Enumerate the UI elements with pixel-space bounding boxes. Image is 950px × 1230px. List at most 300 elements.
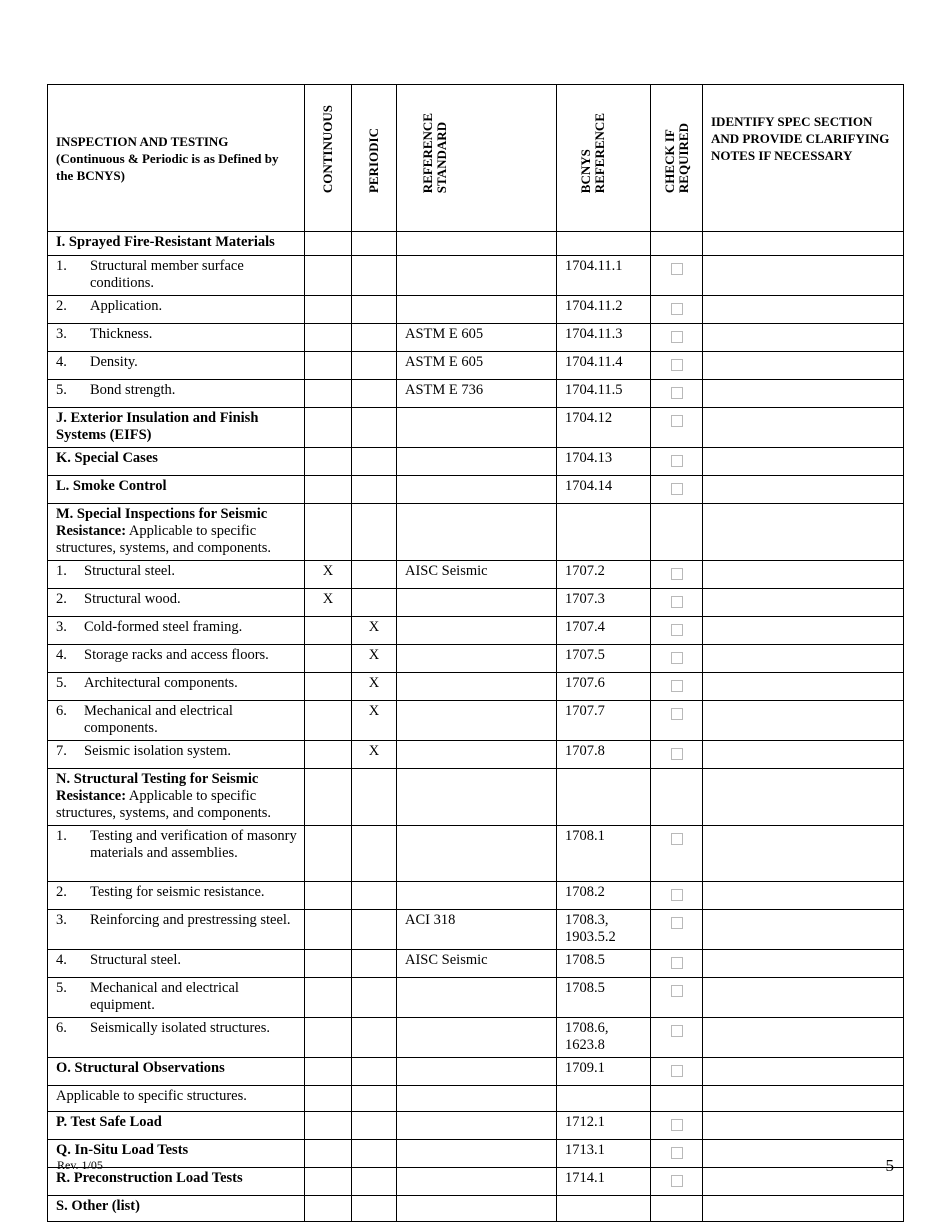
table-row: [48, 232, 904, 256]
section-title: O. Structural Observations: [56, 1060, 225, 1076]
table-row: [48, 589, 904, 617]
item-number: 3.: [56, 619, 67, 635]
reference-standard-cell: ACI 318: [397, 910, 557, 950]
table-row: [48, 380, 904, 408]
notes-cell[interactable]: [703, 673, 904, 701]
header-bcnys-reference: [557, 85, 651, 232]
periodic-cell: [352, 882, 397, 910]
item-cell: [48, 910, 305, 950]
list-item: [56, 828, 300, 862]
item-number: 2.: [56, 884, 67, 900]
list-item: [56, 703, 300, 737]
continuous-cell: [305, 380, 352, 408]
list-item: [56, 258, 300, 292]
continuous-cell: [305, 232, 352, 256]
notes-cell[interactable]: [703, 408, 904, 448]
table-row: [48, 701, 904, 741]
bcnys-reference-cell: 1707.8: [557, 741, 651, 769]
check-cell: [651, 380, 703, 408]
continuous-cell: [305, 617, 352, 645]
section-title: S. Other (list): [56, 1198, 140, 1214]
periodic-cell: [352, 504, 397, 561]
reference-standard-cell: [397, 1086, 557, 1112]
header-check-if-required-label: CHECK IF REQUIRED: [661, 122, 691, 193]
check-cell: [651, 296, 703, 324]
list-item: [56, 912, 300, 929]
periodic-cell: [352, 476, 397, 504]
notes-cell[interactable]: [703, 476, 904, 504]
bcnys-reference-cell: 1714.1: [557, 1168, 651, 1196]
required-checkbox[interactable]: [671, 917, 683, 929]
table-row: [48, 645, 904, 673]
item-cell: [48, 256, 305, 296]
item-label: Structural wood.: [84, 591, 181, 607]
periodic-cell: [352, 1086, 397, 1112]
required-checkbox[interactable]: [671, 889, 683, 901]
inspection-testing-table: [47, 84, 904, 1222]
reference-standard-cell: [397, 476, 557, 504]
item-cell: [48, 504, 305, 561]
check-cell: [651, 910, 703, 950]
continuous-cell: [305, 1058, 352, 1086]
item-label: Testing for seismic resistance.: [90, 884, 265, 900]
notes-cell[interactable]: [703, 1112, 904, 1140]
continuous-cell: [305, 476, 352, 504]
periodic-cell: [352, 1196, 397, 1222]
check-cell: [651, 476, 703, 504]
section-title: R. Preconstruction Load Tests: [56, 1170, 243, 1186]
check-cell: [651, 826, 703, 882]
bcnys-reference-cell: 1708.6, 1623.8: [557, 1018, 651, 1058]
notes-cell[interactable]: [703, 504, 904, 561]
reference-standard-cell: AISC Seismic: [397, 950, 557, 978]
item-number: 5.: [56, 382, 67, 398]
header-inspection-subtitle: (Continuous & Periodic is as Defined by the BCNYS): [56, 150, 279, 183]
item-cell: [48, 826, 305, 882]
reference-standard-cell: [397, 1018, 557, 1058]
required-checkbox[interactable]: [671, 652, 683, 664]
required-checkbox[interactable]: [671, 483, 683, 495]
item-cell: [48, 408, 305, 448]
list-item: [56, 647, 300, 664]
required-checkbox[interactable]: [671, 1065, 683, 1077]
reference-standard-cell: [397, 1058, 557, 1086]
table-row: [48, 256, 904, 296]
list-item: [56, 298, 300, 315]
notes-cell[interactable]: [703, 950, 904, 978]
item-cell: [48, 476, 305, 504]
continuous-cell: [305, 645, 352, 673]
notes-cell[interactable]: [703, 296, 904, 324]
check-cell: [651, 561, 703, 589]
required-checkbox[interactable]: [671, 748, 683, 760]
periodic-cell: X: [352, 741, 397, 769]
bcnys-reference-cell: 1704.14: [557, 476, 651, 504]
bcnys-reference-cell: [557, 769, 651, 826]
periodic-cell: [352, 1140, 397, 1168]
reference-standard-cell: [397, 256, 557, 296]
reference-standard-cell: [397, 617, 557, 645]
item-cell: [48, 352, 305, 380]
bcnys-reference-cell: 1707.4: [557, 617, 651, 645]
required-checkbox[interactable]: [671, 568, 683, 580]
list-item: [56, 1020, 300, 1037]
periodic-cell: X: [352, 645, 397, 673]
bcnys-reference-cell: 1704.11.4: [557, 352, 651, 380]
table-row: [48, 882, 904, 910]
periodic-cell: [352, 950, 397, 978]
table-row: [48, 741, 904, 769]
continuous-cell: [305, 1196, 352, 1222]
reference-standard-cell: [397, 408, 557, 448]
required-checkbox[interactable]: [671, 359, 683, 371]
item-label: Seismic isolation system.: [84, 743, 232, 759]
continuous-cell: [305, 910, 352, 950]
periodic-cell: [352, 910, 397, 950]
item-cell: [48, 950, 305, 978]
list-item: [56, 382, 300, 399]
check-cell: [651, 701, 703, 741]
item-cell: [48, 978, 305, 1018]
item-number: 5.: [56, 980, 67, 996]
required-checkbox[interactable]: [671, 331, 683, 343]
bcnys-reference-cell: [557, 1196, 651, 1222]
section-description: Applicable to specific structures, systems, and components.: [56, 788, 272, 821]
required-checkbox[interactable]: [671, 985, 683, 997]
notes-cell[interactable]: [703, 1140, 904, 1168]
section-title: K. Special Cases: [56, 450, 158, 466]
required-checkbox[interactable]: [671, 387, 683, 399]
header-periodic: [352, 85, 397, 232]
header-continuous-label: CONTINUOUS: [320, 104, 335, 193]
item-number: 6.: [56, 1020, 67, 1036]
notes-cell[interactable]: [703, 448, 904, 476]
reference-standard-cell: [397, 1140, 557, 1168]
reference-standard-cell: [397, 589, 557, 617]
required-checkbox[interactable]: [671, 415, 683, 427]
periodic-cell: [352, 256, 397, 296]
check-cell: [651, 352, 703, 380]
bcnys-reference-cell: 1704.11.5: [557, 380, 651, 408]
check-cell: [651, 232, 703, 256]
check-cell: [651, 1168, 703, 1196]
required-checkbox[interactable]: [671, 708, 683, 720]
list-item: [56, 884, 300, 901]
section-note: Applicable to specific structures.: [56, 1088, 247, 1104]
item-number: 2.: [56, 298, 67, 314]
header-check-if-required: [651, 85, 703, 232]
notes-cell[interactable]: [703, 324, 904, 352]
bcnys-reference-cell: 1704.11.1: [557, 256, 651, 296]
bcnys-reference-cell: 1708.5: [557, 978, 651, 1018]
bcnys-reference-cell: 1708.5: [557, 950, 651, 978]
item-label: Reinforcing and prestressing steel.: [90, 912, 291, 928]
continuous-cell: [305, 673, 352, 701]
table-row: [48, 1112, 904, 1140]
item-cell: [48, 645, 305, 673]
required-checkbox[interactable]: [671, 1025, 683, 1037]
reference-standard-cell: ASTM E 605: [397, 324, 557, 352]
item-label: Bond strength.: [90, 382, 176, 398]
required-checkbox[interactable]: [671, 1119, 683, 1131]
item-number: 4.: [56, 647, 67, 663]
table-row: [48, 826, 904, 882]
required-checkbox[interactable]: [671, 303, 683, 315]
continuous-cell: [305, 256, 352, 296]
check-cell: [651, 1058, 703, 1086]
continuous-cell: [305, 324, 352, 352]
periodic-cell: [352, 769, 397, 826]
continuous-cell: [305, 769, 352, 826]
check-cell: [651, 324, 703, 352]
table-row: [48, 673, 904, 701]
continuous-cell: [305, 1086, 352, 1112]
item-label: Seismically isolated structures.: [90, 1020, 271, 1036]
check-cell: [651, 1196, 703, 1222]
table-row: [48, 324, 904, 352]
reference-standard-cell: [397, 741, 557, 769]
bcnys-reference-cell: 1707.3: [557, 589, 651, 617]
continuous-cell: [305, 296, 352, 324]
notes-cell[interactable]: [703, 826, 904, 882]
header-reference-standard-label: REFERENCE STANDARD: [420, 112, 449, 193]
notes-cell[interactable]: [703, 741, 904, 769]
check-cell: [651, 448, 703, 476]
periodic-cell: X: [352, 701, 397, 741]
list-item: [56, 619, 300, 636]
continuous-cell: [305, 978, 352, 1018]
item-label: Storage racks and access floors.: [84, 647, 269, 663]
item-cell: [48, 448, 305, 476]
header-reference-standard: [397, 85, 557, 232]
item-cell: [48, 1086, 305, 1112]
periodic-cell: [352, 1112, 397, 1140]
check-cell: [651, 256, 703, 296]
item-label: Density.: [90, 354, 138, 370]
section-title: L. Smoke Control: [56, 478, 167, 494]
bcnys-reference-cell: 1707.7: [557, 701, 651, 741]
bcnys-reference-cell: 1708.2: [557, 882, 651, 910]
continuous-cell: X: [305, 589, 352, 617]
table-row: [48, 561, 904, 589]
bcnys-reference-cell: [557, 232, 651, 256]
header-identify-spec: IDENTIFY SPEC SECTION AND PROVIDE CLARIFYING NOTES IF NECESSARY: [703, 85, 904, 232]
item-cell: [48, 1018, 305, 1058]
item-cell: [48, 882, 305, 910]
check-cell: [651, 617, 703, 645]
item-cell: [48, 1112, 305, 1140]
periodic-cell: [352, 232, 397, 256]
check-cell: [651, 504, 703, 561]
table-row: [48, 910, 904, 950]
list-item: [56, 952, 300, 969]
continuous-cell: [305, 352, 352, 380]
item-cell: [48, 296, 305, 324]
check-cell: [651, 978, 703, 1018]
item-cell: [48, 589, 305, 617]
notes-cell[interactable]: [703, 1196, 904, 1222]
check-cell: [651, 645, 703, 673]
continuous-cell: [305, 504, 352, 561]
notes-cell[interactable]: [703, 978, 904, 1018]
notes-cell[interactable]: [703, 589, 904, 617]
table-row: [48, 352, 904, 380]
list-item: [56, 591, 300, 608]
section-title: M. Special Inspections for Seismic Resistance:: [56, 506, 268, 539]
check-cell: [651, 950, 703, 978]
notes-cell[interactable]: [703, 645, 904, 673]
item-cell: [48, 232, 305, 256]
bcnys-reference-cell: [557, 1086, 651, 1112]
item-number: 7.: [56, 743, 67, 759]
list-item: [56, 743, 300, 760]
item-label: Thickness.: [90, 326, 153, 342]
bcnys-reference-cell: 1707.6: [557, 673, 651, 701]
check-cell: [651, 1018, 703, 1058]
table-row: [48, 448, 904, 476]
notes-cell[interactable]: [703, 617, 904, 645]
reference-standard-cell: [397, 673, 557, 701]
check-cell: [651, 882, 703, 910]
periodic-cell: [352, 561, 397, 589]
continuous-cell: [305, 1112, 352, 1140]
item-label: Application.: [90, 298, 163, 314]
periodic-cell: X: [352, 617, 397, 645]
table-row: [48, 1086, 904, 1112]
check-cell: [651, 1112, 703, 1140]
notes-cell[interactable]: [703, 1058, 904, 1086]
header-inspection-testing: [48, 85, 305, 232]
periodic-cell: [352, 352, 397, 380]
table-row: [48, 769, 904, 826]
required-checkbox[interactable]: [671, 957, 683, 969]
item-label: Structural steel.: [90, 952, 182, 968]
item-label: Structural steel.: [84, 563, 176, 579]
periodic-cell: [352, 978, 397, 1018]
notes-cell[interactable]: [703, 352, 904, 380]
notes-cell[interactable]: [703, 1086, 904, 1112]
periodic-cell: [352, 296, 397, 324]
bcnys-reference-cell: 1709.1: [557, 1058, 651, 1086]
reference-standard-cell: [397, 1196, 557, 1222]
table-row: [48, 617, 904, 645]
notes-cell[interactable]: [703, 1018, 904, 1058]
item-label: Mechanical and electrical components.: [84, 703, 233, 736]
item-label: Architectural components.: [84, 675, 238, 691]
notes-cell[interactable]: [703, 769, 904, 826]
continuous-cell: [305, 1168, 352, 1196]
bcnys-reference-cell: 1704.13: [557, 448, 651, 476]
check-cell: [651, 1140, 703, 1168]
bcnys-reference-cell: 1704.11.2: [557, 296, 651, 324]
continuous-cell: [305, 741, 352, 769]
item-number: 4.: [56, 952, 67, 968]
reference-standard-cell: AISC Seismic: [397, 561, 557, 589]
required-checkbox[interactable]: [671, 624, 683, 636]
item-number: 3.: [56, 326, 67, 342]
periodic-cell: [352, 324, 397, 352]
item-number: 1.: [56, 258, 67, 274]
table-row: [48, 1018, 904, 1058]
reference-standard-cell: [397, 769, 557, 826]
list-item: [56, 980, 300, 1014]
notes-cell[interactable]: [703, 701, 904, 741]
bcnys-reference-cell: 1707.5: [557, 645, 651, 673]
list-item: [56, 354, 300, 371]
item-cell: [48, 673, 305, 701]
periodic-cell: [352, 408, 397, 448]
footer-revision: Rev. 1/05: [57, 1158, 103, 1172]
bcnys-reference-cell: 1704.11.3: [557, 324, 651, 352]
item-cell: [48, 617, 305, 645]
item-cell: [48, 701, 305, 741]
item-number: 4.: [56, 354, 67, 370]
periodic-cell: [352, 1168, 397, 1196]
table-row: [48, 296, 904, 324]
required-checkbox[interactable]: [671, 833, 683, 845]
item-number: 6.: [56, 703, 67, 719]
continuous-cell: [305, 701, 352, 741]
reference-standard-cell: [397, 645, 557, 673]
required-checkbox[interactable]: [671, 1147, 683, 1159]
item-number: 1.: [56, 828, 67, 844]
item-cell: [48, 561, 305, 589]
page-number: 5: [885, 1156, 894, 1175]
required-checkbox[interactable]: [671, 455, 683, 467]
notes-cell[interactable]: [703, 910, 904, 950]
continuous-cell: [305, 448, 352, 476]
reference-standard-cell: [397, 1112, 557, 1140]
item-cell: [48, 1058, 305, 1086]
notes-cell[interactable]: [703, 1168, 904, 1196]
section-description: Applicable to specific structures, systems, and components.: [56, 523, 272, 556]
table-row: [48, 1140, 904, 1168]
bcnys-reference-cell: 1708.3, 1903.5.2: [557, 910, 651, 950]
continuous-cell: [305, 950, 352, 978]
item-cell: [48, 1196, 305, 1222]
periodic-cell: [352, 589, 397, 617]
table-row: [48, 476, 904, 504]
header-continuous: [305, 85, 352, 232]
reference-standard-cell: ASTM E 736: [397, 380, 557, 408]
notes-cell[interactable]: [703, 561, 904, 589]
section-title: Q. In-Situ Load Tests: [56, 1142, 189, 1158]
header-periodic-label: PERIODIC: [366, 127, 381, 193]
required-checkbox[interactable]: [671, 680, 683, 692]
continuous-cell: X: [305, 561, 352, 589]
list-item: [56, 563, 300, 580]
bcnys-reference-cell: 1712.1: [557, 1112, 651, 1140]
notes-cell[interactable]: [703, 882, 904, 910]
table-row: [48, 1196, 904, 1222]
check-cell: [651, 673, 703, 701]
bcnys-reference-cell: 1704.12: [557, 408, 651, 448]
required-checkbox[interactable]: [671, 263, 683, 275]
item-cell: [48, 380, 305, 408]
section-title: J. Exterior Insulation and Finish Systems (EIFS): [56, 410, 259, 443]
reference-standard-cell: [397, 826, 557, 882]
required-checkbox[interactable]: [671, 596, 683, 608]
item-number: 2.: [56, 591, 67, 607]
header-inspection-title: INSPECTION AND TESTING: [56, 133, 229, 149]
section-title: N. Structural Testing for Seismic Resistance:: [56, 771, 259, 804]
reference-standard-cell: [397, 232, 557, 256]
periodic-cell: [352, 1058, 397, 1086]
notes-cell[interactable]: [703, 380, 904, 408]
notes-cell[interactable]: [703, 232, 904, 256]
required-checkbox[interactable]: [671, 1175, 683, 1187]
notes-cell[interactable]: [703, 256, 904, 296]
